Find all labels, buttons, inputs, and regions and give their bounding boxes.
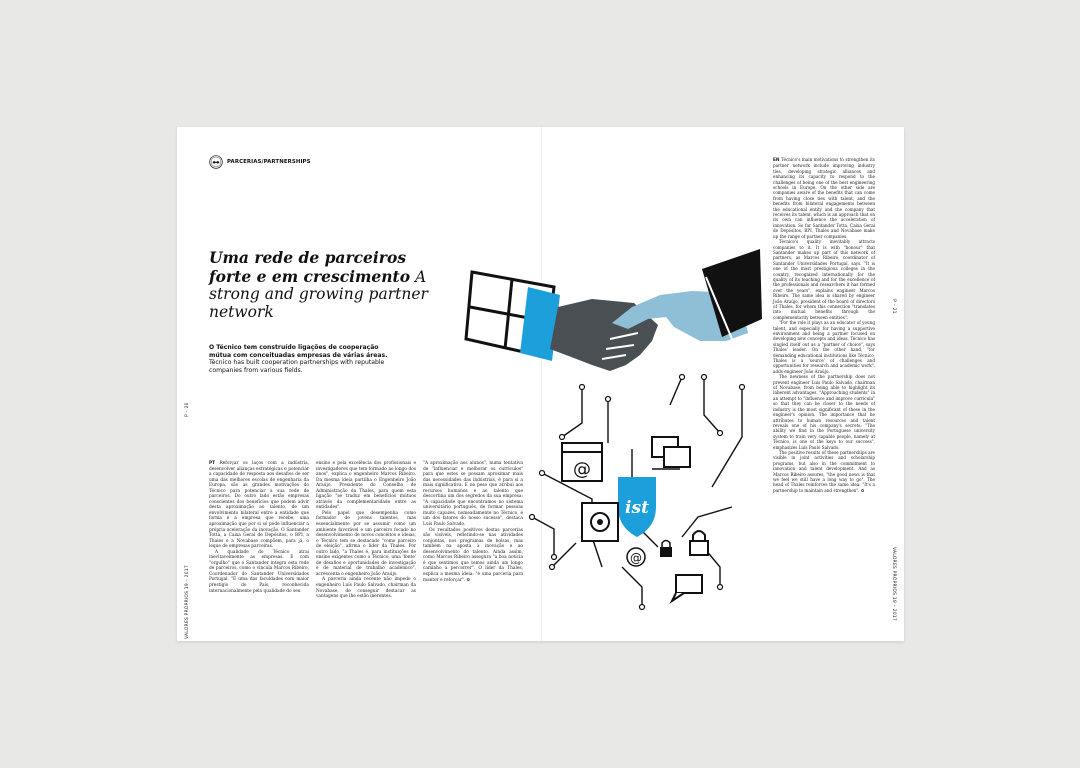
- body-column-3: [423, 461, 523, 584]
- end-mark-pt: ❂: [466, 577, 470, 583]
- section-header: [209, 155, 311, 169]
- col2-paragraph-3: A parceria ainda recente não impede o engenheiro Luís Paulo Salvado, chairman da Novabase, de conseguir destacar as vantagens que lhe estão inerentes.: [316, 577, 416, 600]
- lang-tag-pt: PT: [209, 461, 216, 466]
- col1-paragraph-1: Reforçar os laços com a indústria, desenvolver alianças estratégicas e potenciar a capacidade de resposta aos desafios de ser uma das melhores escolas de engenharia da Europa, são as grandes motivações do Técnico para potenciar a sua rede de parceiros. Do outro lado estão empresas conscientes dos benefícios que podem advir desta aproximação ao talento, de um envolvimento bilateral entre a entidade que forma e a empresa que recebe, uma aproximação que por si só pode influenciar a própria aceleração da inovação. O Santander Totta, a Caixa Geral de Depósitos, o BPI, a Thales e a Novabase compõem, para já, o leque de empresas parceiras.: [209, 461, 309, 550]
- end-mark-en: ❂: [860, 487, 865, 493]
- col3-paragraph-2: Os resultados positivos destas parcerias são visíveis, refletindo-se nas atividades conjuntas, nos programas de bolsas, mas também na aposta à inovação e ao desenvolvimento do talento. Ainda assim, como Marcos Ribeiro assegura "a boa notícia é que sentimos que temos ainda um longo caminho a percorrer". O líder da Thales, explica a mesma ideia: "é uma parceria para manter e reforçar".: [423, 527, 523, 584]
- body-column-1: [209, 461, 309, 594]
- col3-paragraph-1: "A aproximação aos alunos", numa tentativa de "influenciar e melhorar os currículos" para que estes se possam aproximar mais das necessidades das indústrias, é para si a mais significativa. E no peso que atribui aos recursos humanos e ao talento que descortina um dos segredos da sua empresa: "A capacidade que encontramos no sistema universitário português, de formar pessoas muito capazes, nomeadamente no Técnico, é um dos fatores do nosso sucesso", destaca Luís Paulo Salvado.: [423, 461, 523, 528]
- right-page-number: P – 21: [891, 299, 896, 314]
- at-sign-icon: [627, 548, 645, 566]
- col4-paragraph-3: "For the role it plays as an educator of young talent, and especially for having a supportive environment and being a partner focused on developing new concepts and ideas, Técnico has singled itself out as a "partner of choice", says Thales' leader. On the other hand, "for demanding educational institutions like Técnico, Thales is a 'source' of challenges and opportunities for research and academic work", adds engineer João Araújo.: [773, 320, 875, 374]
- article-lead: [209, 344, 391, 374]
- right-running-footer: VALORES PRÓPRIOS 19 – 2017: [891, 547, 896, 621]
- headline-pt: Uma rede de parceiros forte e em crescimento: [209, 248, 411, 286]
- col2-paragraph-1: ensino e pela excelência dos profissionais e investigadores que tem formado ao longo dos anos", explica o engenheiro Marcos Ribeiro. Da mesma ideia partilha o Engenheiro João Araújo, Presidente do Conselho de Administração da Thales, para quem esta ligação "se traduz em benefícios mútuos através da complementaridade entre as entidades".: [316, 461, 416, 511]
- magazine-spread: [177, 127, 904, 641]
- lock-icon: [690, 531, 708, 555]
- message-icon: [672, 575, 702, 601]
- section-label: PARCERIAS/PARTNERSHIPS: [227, 159, 311, 165]
- body-column-2: [316, 461, 416, 600]
- lang-tag-en: EN: [773, 158, 780, 163]
- lead-en: Técnico has built cooperation partnerships with reputable companies from various fields.: [209, 359, 385, 374]
- browser-at-icon: [562, 443, 602, 481]
- small-lock-icon: [660, 541, 672, 558]
- col4-paragraph-1: Técnico's main motivations to strengthen its partner network include improving industry ties, developing strategic alliances and enhancing its capacity to respond to the challenges of being one of the best engineering schools in Europe. On the other side are companies aware of the benefits that can come from having close ties with talent, and the benefits from bilateral engagements between the educational entity and the company that receives its talent, which is an approach that on its own can influence the acceleration of innovation. So far Santander Totta, Caixa Geral de Depósitos, BPI, Thales and Novabase make up the range of partner companies.: [773, 157, 875, 239]
- safe-icon: [582, 503, 618, 541]
- article-headline: [209, 249, 449, 321]
- left-running-footer: VALORES PRÓPRIOS 19 – 2017: [185, 565, 190, 639]
- body-column-4: [773, 157, 875, 493]
- col4-paragraph-4: The newness of the partnership does not prevent engineer Luís Paulo Salvado, chairman of Novabase, from being able to highlight its inherent advantages. "Approaching students" in an attempt to "influence and improve curricula" so that they can be closer to the needs of industry is the most significant of these in the engineer's opinion. The importance that he attributes to human resources and talent reveals one of his company's secrets: "The ability we find in the Portuguese university system to train very capable people, namely at Técnico, is one of the keys to our success", emphasizes Luís Paulo Salvado.: [773, 374, 875, 450]
- svg-text:@: @: [630, 551, 642, 565]
- svg-text:@: @: [573, 459, 591, 480]
- col1-paragraph-2: A qualidade do Técnico atrai inevitavelmente as empresas. É com "orgulho" que o Santander integra esta rede de parceiros, como o vincula Marcos Ribeiro, Coordenador do Santander Universidades Portugal. "É uma das faculdades com maior prestígio do País, reconhecida internacionalmente pela qualidade do seu: [209, 549, 309, 594]
- col4-paragraph-5: The positive results of these partnerships are visible in joint activities and scholarship programs, but also in the commitment to innovation and talent development. And as Marcos Ribeiro assures, "the good news is that we feel we still have a long way to go". The head of Thales reinforces the same idea: "It's a partnership to maintain and strengthen".: [773, 449, 875, 493]
- lead-pt: O Técnico tem construído ligações de cooperação mútua com conceituadas empresas de várias áreas.: [209, 344, 388, 359]
- handshake-seal-icon: [209, 155, 223, 169]
- left-page-number: P – 20: [185, 402, 190, 417]
- headline-en: A strong and growing partner network: [209, 267, 428, 321]
- chat-bubbles-icon: [652, 437, 690, 467]
- svg-text:ist: ist: [625, 498, 649, 518]
- ist-shield-logo: [618, 477, 656, 537]
- col4-paragraph-2: Técnico's quality inevitably attracts companies to it. It is with "honour" that Santander makes up part of this network of partners, as Marcos Ribeiro, coordinator of Santander Universidades Portugal, says. "It is one of the most prestigious colleges in the country, recognized internationally for the quality of its teaching and for the excellence of the professionals and researchers it has formed over the years", explains engineer Marcos Ribeiro. The same idea is shared by engineer João Araújo, president of the board of directors of Thales, for whom this connection "translates into mutual benefits through the complementarity between entities".: [773, 239, 875, 320]
- col2-paragraph-2: Pelo papel que desempenha como formador de jovens talentos, mas essencialmente por se assumir como um ambiente favorável e um parceiro focado no desenvolvimento de novos conceitos e ideias, o Técnico tem se destacado "como parceiro de eleição", afirma o líder da Thales. Por outro lado, "a Thales é, para instituições de ensino exigentes como o Técnico, uma 'fonte' de desafios e oportunidades de investigação e de material de trabalho académico", acrescenta o engenheiro João Araújo.: [316, 510, 416, 577]
